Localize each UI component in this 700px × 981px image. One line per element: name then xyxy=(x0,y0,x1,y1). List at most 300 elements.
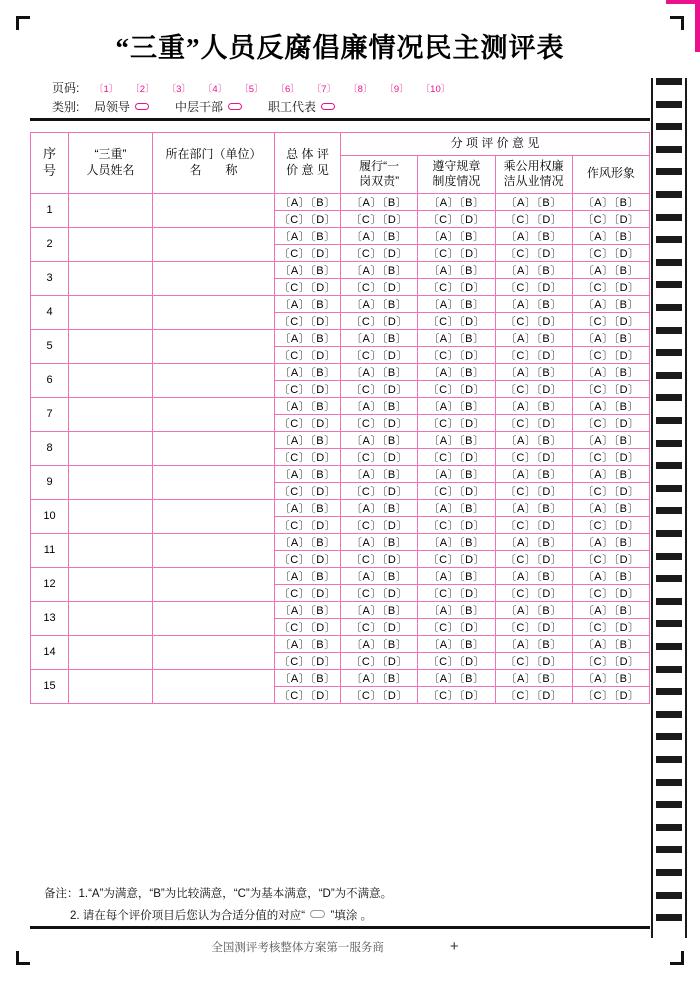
bubble-group-rules-ab[interactable]: 〔A〕〔B〕 xyxy=(418,329,495,346)
category-list[interactable] xyxy=(94,98,361,115)
table-row xyxy=(31,397,650,414)
col-header-subitems-group: 分 项 评 价 意 见 xyxy=(341,133,650,156)
bubble-group-image-cd[interactable]: 〔C〕〔D〕 xyxy=(572,414,649,431)
bubble-group-image-cd[interactable]: 〔C〕〔D〕 xyxy=(572,244,649,261)
bubble-group-integrity-ab[interactable]: 〔A〕〔B〕 xyxy=(495,465,572,482)
note-line-2 xyxy=(44,906,644,928)
bubble-group-rules-cd[interactable]: 〔C〕〔D〕 xyxy=(418,618,495,635)
row-name-field[interactable] xyxy=(69,193,153,227)
category-option-label: 职工代表 xyxy=(268,100,317,114)
bubble-group-overall-ab[interactable]: 〔A〕〔B〕 xyxy=(275,601,341,618)
pink-bleed-vertical xyxy=(695,0,700,52)
bubble-group-integrity-ab[interactable]: 〔A〕〔B〕 xyxy=(495,397,572,414)
bubble-group-overall-cd[interactable]: 〔C〕〔D〕 xyxy=(275,516,341,533)
bubble-group-duty-ab[interactable]: 〔A〕〔B〕 xyxy=(341,295,418,312)
bubble-group-duty-ab[interactable]: 〔A〕〔B〕 xyxy=(341,261,418,278)
page-code-10[interactable]: 〔10〕 xyxy=(420,83,451,95)
page-code-7[interactable]: 〔7〕 xyxy=(311,83,337,95)
timing-tick xyxy=(656,462,682,469)
bubble-group-duty-cd[interactable]: 〔C〕〔D〕 xyxy=(341,414,418,431)
table-row xyxy=(31,601,650,618)
col-header-seq: 序 号 xyxy=(31,133,69,194)
bubble-group-overall-cd[interactable]: 〔C〕〔D〕 xyxy=(275,346,341,363)
bubble-group-integrity-cd[interactable]: 〔C〕〔D〕 xyxy=(495,244,572,261)
bubble-group-duty-cd[interactable]: 〔C〕〔D〕 xyxy=(341,550,418,567)
bubble-group-duty-ab[interactable]: 〔A〕〔B〕 xyxy=(341,567,418,584)
timing-tick xyxy=(656,507,682,514)
bubble-group-rules-ab[interactable]: 〔A〕〔B〕 xyxy=(418,363,495,380)
bubble-group-duty-ab[interactable]: 〔A〕〔B〕 xyxy=(341,397,418,414)
row-department-field[interactable] xyxy=(153,669,275,703)
bubble-group-duty-ab[interactable]: 〔A〕〔B〕 xyxy=(341,601,418,618)
table-row xyxy=(31,227,650,244)
bubble-group-overall-cd[interactable]: 〔C〕〔D〕 xyxy=(275,550,341,567)
bubble-group-rules-cd[interactable]: 〔C〕〔D〕 xyxy=(418,278,495,295)
bubble-group-integrity-ab[interactable]: 〔A〕〔B〕 xyxy=(495,533,572,550)
bubble-group-image-ab[interactable]: 〔A〕〔B〕 xyxy=(572,193,649,210)
bubble-group-duty-cd[interactable]: 〔C〕〔D〕 xyxy=(341,210,418,227)
row-department-field[interactable] xyxy=(153,499,275,533)
row-department-field[interactable] xyxy=(153,329,275,363)
bubble-group-image-ab[interactable]: 〔A〕〔B〕 xyxy=(572,227,649,244)
note-line-2-part-c: 。 xyxy=(360,909,373,922)
bubble-group-integrity-ab[interactable]: 〔A〕〔B〕 xyxy=(495,635,572,652)
bubble-group-image-cd[interactable]: 〔C〕〔D〕 xyxy=(572,312,649,329)
col-header-department: 所在部门（单位） 名 称 xyxy=(153,133,275,194)
row-sequence-number: 4 xyxy=(31,295,69,329)
timing-rail-left xyxy=(651,78,653,938)
bubble-group-overall-ab[interactable]: 〔A〕〔B〕 xyxy=(275,363,341,380)
row-sequence-number: 6 xyxy=(31,363,69,397)
category-option-1[interactable] xyxy=(94,98,149,115)
bubble-group-image-ab[interactable]: 〔A〕〔B〕 xyxy=(572,567,649,584)
bubble-group-duty-cd[interactable]: 〔C〕〔D〕 xyxy=(341,244,418,261)
bubble-group-integrity-cd[interactable]: 〔C〕〔D〕 xyxy=(495,312,572,329)
bubble-group-rules-cd[interactable]: 〔C〕〔D〕 xyxy=(418,346,495,363)
row-sequence-number: 3 xyxy=(31,261,69,295)
timing-tick xyxy=(656,304,682,311)
bubble-group-rules-cd[interactable]: 〔C〕〔D〕 xyxy=(418,686,495,703)
bubble-group-image-ab[interactable]: 〔A〕〔B〕 xyxy=(572,329,649,346)
bubble-group-image-ab[interactable]: 〔A〕〔B〕 xyxy=(572,261,649,278)
bubble-group-overall-ab[interactable]: 〔A〕〔B〕 xyxy=(275,635,341,652)
bubble-group-rules-cd[interactable]: 〔C〕〔D〕 xyxy=(418,516,495,533)
bubble-group-overall-ab[interactable]: 〔A〕〔B〕 xyxy=(275,227,341,244)
bubble-group-image-cd[interactable]: 〔C〕〔D〕 xyxy=(572,652,649,669)
bubble-group-integrity-cd[interactable]: 〔C〕〔D〕 xyxy=(495,516,572,533)
timing-tick xyxy=(656,259,682,266)
bubble-group-integrity-ab[interactable]: 〔A〕〔B〕 xyxy=(495,261,572,278)
bubble-group-duty-cd[interactable]: 〔C〕〔D〕 xyxy=(341,312,418,329)
bubble-group-integrity-ab[interactable]: 〔A〕〔B〕 xyxy=(495,669,572,686)
page-code-9[interactable]: 〔9〕 xyxy=(384,83,409,95)
bubble-group-rules-ab[interactable]: 〔A〕〔B〕 xyxy=(418,567,495,584)
bubble-group-image-cd[interactable]: 〔C〕〔D〕 xyxy=(572,686,649,703)
bubble-group-image-cd[interactable]: 〔C〕〔D〕 xyxy=(572,482,649,499)
bubble-group-rules-ab[interactable]: 〔A〕〔B〕 xyxy=(418,465,495,482)
timing-tick xyxy=(656,688,682,695)
note-line-2-part-b: ”填涂 xyxy=(330,909,358,922)
bubble-group-overall-ab[interactable]: 〔A〕〔B〕 xyxy=(275,431,341,448)
bubble-group-image-ab[interactable]: 〔A〕〔B〕 xyxy=(572,431,649,448)
bubble-group-duty-ab[interactable]: 〔A〕〔B〕 xyxy=(341,363,418,380)
page-code-8[interactable]: 〔8〕 xyxy=(348,83,373,95)
category-row xyxy=(52,97,612,116)
bubble-group-integrity-cd[interactable]: 〔C〕〔D〕 xyxy=(495,652,572,669)
bubble-group-overall-ab[interactable]: 〔A〕〔B〕 xyxy=(275,499,341,516)
row-name-field[interactable] xyxy=(69,635,153,669)
bubble-group-integrity-ab[interactable]: 〔A〕〔B〕 xyxy=(495,363,572,380)
bubble-group-integrity-ab[interactable]: 〔A〕〔B〕 xyxy=(495,227,572,244)
timing-tick xyxy=(656,485,682,492)
timing-tick xyxy=(656,914,682,921)
bubble-group-image-cd[interactable]: 〔C〕〔D〕 xyxy=(572,380,649,397)
bubble-group-integrity-cd[interactable]: 〔C〕〔D〕 xyxy=(495,414,572,431)
bubble-group-image-ab[interactable]: 〔A〕〔B〕 xyxy=(572,397,649,414)
bubble-group-duty-cd[interactable]: 〔C〕〔D〕 xyxy=(341,618,418,635)
bubble-icon[interactable] xyxy=(228,103,242,110)
bubble-group-overall-cd[interactable]: 〔C〕〔D〕 xyxy=(275,414,341,431)
col-header-sub-duty: 履行“一 岗双责” xyxy=(341,155,418,193)
bubble-group-overall-cd[interactable]: 〔C〕〔D〕 xyxy=(275,244,341,261)
row-name-field[interactable] xyxy=(69,465,153,499)
category-option-2[interactable] xyxy=(175,98,242,115)
bubble-group-integrity-ab[interactable]: 〔A〕〔B〕 xyxy=(495,193,572,210)
bubble-group-rules-ab[interactable]: 〔A〕〔B〕 xyxy=(418,669,495,686)
bubble-group-integrity-cd[interactable]: 〔C〕〔D〕 xyxy=(495,686,572,703)
table-row xyxy=(31,193,650,210)
row-name-field[interactable] xyxy=(69,295,153,329)
row-sequence-number: 12 xyxy=(31,567,69,601)
bubble-group-integrity-cd[interactable]: 〔C〕〔D〕 xyxy=(495,584,572,601)
timing-tick xyxy=(656,146,682,153)
bubble-group-image-cd[interactable]: 〔C〕〔D〕 xyxy=(572,618,649,635)
timing-tick xyxy=(656,733,682,740)
timing-tick xyxy=(656,711,682,718)
bubble-group-integrity-ab[interactable]: 〔A〕〔B〕 xyxy=(495,499,572,516)
bubble-group-rules-cd[interactable]: 〔C〕〔D〕 xyxy=(418,312,495,329)
table-row xyxy=(31,363,650,380)
bubble-sample-icon xyxy=(310,910,325,918)
bubble-group-overall-cd[interactable]: 〔C〕〔D〕 xyxy=(275,482,341,499)
bubble-group-overall-cd[interactable]: 〔C〕〔D〕 xyxy=(275,448,341,465)
bubble-group-rules-cd[interactable]: 〔C〕〔D〕 xyxy=(418,414,495,431)
timing-tick xyxy=(656,123,682,130)
table-row xyxy=(31,295,650,312)
bubble-group-overall-ab[interactable]: 〔A〕〔B〕 xyxy=(275,567,341,584)
bubble-group-overall-cd[interactable]: 〔C〕〔D〕 xyxy=(275,652,341,669)
category-label: 类别: xyxy=(52,100,80,114)
registration-mark-top-left xyxy=(16,16,30,30)
timing-rail-right xyxy=(685,78,687,938)
timing-tick xyxy=(656,101,682,108)
timing-tick xyxy=(656,281,682,288)
table-row xyxy=(31,567,650,584)
bubble-group-rules-ab[interactable]: 〔A〕〔B〕 xyxy=(418,533,495,550)
col-header-overall: 总 体 评 价 意 见 xyxy=(275,133,341,194)
row-department-field[interactable] xyxy=(153,363,275,397)
bubble-group-duty-cd[interactable]: 〔C〕〔D〕 xyxy=(341,380,418,397)
timing-tick xyxy=(656,801,682,808)
row-name-field[interactable] xyxy=(69,431,153,465)
bubble-group-integrity-cd[interactable]: 〔C〕〔D〕 xyxy=(495,482,572,499)
registration-mark-bottom-right xyxy=(670,951,684,965)
page-code-list[interactable] xyxy=(94,81,462,95)
row-sequence-number: 15 xyxy=(31,669,69,703)
page-code-label: 页码: xyxy=(52,81,80,95)
bubble-group-image-ab[interactable]: 〔A〕〔B〕 xyxy=(572,601,649,618)
timing-tick xyxy=(656,869,682,876)
category-option-label: 中层干部 xyxy=(175,100,224,114)
bubble-group-rules-cd[interactable]: 〔C〕〔D〕 xyxy=(418,448,495,465)
bubble-group-rules-ab[interactable]: 〔A〕〔B〕 xyxy=(418,499,495,516)
evaluation-table xyxy=(30,132,650,704)
row-department-field[interactable] xyxy=(153,601,275,635)
bubble-group-integrity-cd[interactable]: 〔C〕〔D〕 xyxy=(495,380,572,397)
bubble-group-integrity-cd[interactable]: 〔C〕〔D〕 xyxy=(495,346,572,363)
timing-tick xyxy=(656,666,682,673)
col-header-name: “三重” 人员姓名 xyxy=(69,133,153,194)
bubble-group-integrity-ab[interactable]: 〔A〕〔B〕 xyxy=(495,329,572,346)
row-name-field[interactable] xyxy=(69,567,153,601)
bubble-group-rules-cd[interactable]: 〔C〕〔D〕 xyxy=(418,652,495,669)
bubble-group-rules-cd[interactable]: 〔C〕〔D〕 xyxy=(418,244,495,261)
bubble-group-image-cd[interactable]: 〔C〕〔D〕 xyxy=(572,516,649,533)
bubble-group-duty-ab[interactable]: 〔A〕〔B〕 xyxy=(341,499,418,516)
row-name-field[interactable] xyxy=(69,669,153,703)
timing-tick xyxy=(656,372,682,379)
row-department-field[interactable] xyxy=(153,227,275,261)
bubble-group-integrity-ab[interactable]: 〔A〕〔B〕 xyxy=(495,431,572,448)
timing-tick xyxy=(656,824,682,831)
bubble-group-overall-cd[interactable]: 〔C〕〔D〕 xyxy=(275,312,341,329)
bubble-group-overall-ab[interactable]: 〔A〕〔B〕 xyxy=(275,669,341,686)
bubble-group-rules-cd[interactable]: 〔C〕〔D〕 xyxy=(418,380,495,397)
meta-block xyxy=(52,78,612,116)
timing-tick xyxy=(656,327,682,334)
row-department-field[interactable] xyxy=(153,567,275,601)
bubble-group-duty-ab[interactable]: 〔A〕〔B〕 xyxy=(341,329,418,346)
table-row xyxy=(31,465,650,482)
registration-mark-bottom-left xyxy=(16,951,30,965)
registration-mark-top-right xyxy=(670,16,684,30)
row-sequence-number: 14 xyxy=(31,635,69,669)
bubble-group-image-cd[interactable]: 〔C〕〔D〕 xyxy=(572,584,649,601)
timing-tick xyxy=(656,575,682,582)
crop-mark-plus-icon: + xyxy=(449,938,459,955)
bubble-group-rules-ab[interactable]: 〔A〕〔B〕 xyxy=(418,601,495,618)
page-code-row xyxy=(52,78,612,97)
bubble-group-rules-cd[interactable]: 〔C〕〔D〕 xyxy=(418,550,495,567)
bubble-group-overall-ab[interactable]: 〔A〕〔B〕 xyxy=(275,397,341,414)
bubble-group-duty-ab[interactable]: 〔A〕〔B〕 xyxy=(341,533,418,550)
bubble-group-integrity-cd[interactable]: 〔C〕〔D〕 xyxy=(495,448,572,465)
timing-tick xyxy=(656,417,682,424)
bubble-group-overall-cd[interactable]: 〔C〕〔D〕 xyxy=(275,380,341,397)
timing-tick xyxy=(656,78,682,85)
bubble-group-duty-ab[interactable]: 〔A〕〔B〕 xyxy=(341,227,418,244)
timing-tick xyxy=(656,168,682,175)
bubble-group-rules-ab[interactable]: 〔A〕〔B〕 xyxy=(418,397,495,414)
timing-tick xyxy=(656,846,682,853)
timing-tick xyxy=(656,530,682,537)
bubble-group-overall-cd[interactable]: 〔C〕〔D〕 xyxy=(275,686,341,703)
bubble-group-overall-ab[interactable]: 〔A〕〔B〕 xyxy=(275,295,341,312)
page-code-1[interactable]: 〔1〕 xyxy=(94,83,119,95)
bubble-group-duty-ab[interactable]: 〔A〕〔B〕 xyxy=(341,669,418,686)
row-sequence-number: 8 xyxy=(31,431,69,465)
row-sequence-number: 2 xyxy=(31,227,69,261)
category-option-3[interactable] xyxy=(268,98,335,115)
bubble-group-rules-ab[interactable]: 〔A〕〔B〕 xyxy=(418,635,495,652)
row-sequence-number: 7 xyxy=(31,397,69,431)
bubble-group-image-ab[interactable]: 〔A〕〔B〕 xyxy=(572,499,649,516)
bubble-group-duty-cd[interactable]: 〔C〕〔D〕 xyxy=(341,584,418,601)
bubble-group-duty-cd[interactable]: 〔C〕〔D〕 xyxy=(341,686,418,703)
bubble-group-duty-cd[interactable]: 〔C〕〔D〕 xyxy=(341,482,418,499)
note-line-1: 备注：1.“A”为满意，“B”为比较满意，“C”为基本满意，“D”为不满意。 xyxy=(44,888,393,900)
page-code-3[interactable]: 〔3〕 xyxy=(166,83,191,95)
table-row xyxy=(31,669,650,686)
row-department-field[interactable] xyxy=(153,397,275,431)
table-header-row-1 xyxy=(31,133,650,156)
bubble-group-overall-cd[interactable]: 〔C〕〔D〕 xyxy=(275,584,341,601)
table-row xyxy=(31,635,650,652)
bubble-group-integrity-ab[interactable]: 〔A〕〔B〕 xyxy=(495,601,572,618)
table-body[interactable] xyxy=(31,193,650,703)
bubble-group-rules-cd[interactable]: 〔C〕〔D〕 xyxy=(418,482,495,499)
bubble-group-integrity-cd[interactable]: 〔C〕〔D〕 xyxy=(495,210,572,227)
row-name-field[interactable] xyxy=(69,499,153,533)
bubble-group-overall-cd[interactable]: 〔C〕〔D〕 xyxy=(275,278,341,295)
bubble-group-duty-ab[interactable]: 〔A〕〔B〕 xyxy=(341,465,418,482)
row-name-field[interactable] xyxy=(69,329,153,363)
note-line-2-part-a: 2. 请在每个评价项目后您认为合适分值的对应“ xyxy=(70,909,306,922)
page-code-2[interactable]: 〔2〕 xyxy=(130,83,155,95)
bubble-group-overall-ab[interactable]: 〔A〕〔B〕 xyxy=(275,193,341,210)
col-header-sub-image: 作风形象 xyxy=(572,155,649,193)
bubble-icon[interactable] xyxy=(135,103,149,110)
bubble-group-integrity-cd[interactable]: 〔C〕〔D〕 xyxy=(495,550,572,567)
bubble-group-image-cd[interactable]: 〔C〕〔D〕 xyxy=(572,550,649,567)
bubble-icon[interactable] xyxy=(321,103,335,110)
bubble-group-image-ab[interactable]: 〔A〕〔B〕 xyxy=(572,533,649,550)
timing-tick xyxy=(656,214,682,221)
bubble-group-duty-ab[interactable]: 〔A〕〔B〕 xyxy=(341,431,418,448)
bubble-group-integrity-ab[interactable]: 〔A〕〔B〕 xyxy=(495,567,572,584)
bubble-group-image-ab[interactable]: 〔A〕〔B〕 xyxy=(572,465,649,482)
timing-tick xyxy=(656,598,682,605)
page-code-4[interactable]: 〔4〕 xyxy=(202,83,228,95)
row-department-field[interactable] xyxy=(153,261,275,295)
footer-text: 全国测评考核整体方案第一服务商 xyxy=(211,941,384,954)
timing-tick xyxy=(656,620,682,627)
row-department-field[interactable] xyxy=(153,465,275,499)
bubble-group-overall-cd[interactable]: 〔C〕〔D〕 xyxy=(275,618,341,635)
bubble-group-image-ab[interactable]: 〔A〕〔B〕 xyxy=(572,363,649,380)
page-code-5[interactable]: 〔5〕 xyxy=(239,83,264,95)
bubble-group-rules-cd[interactable]: 〔C〕〔D〕 xyxy=(418,210,495,227)
bubble-group-duty-cd[interactable]: 〔C〕〔D〕 xyxy=(341,346,418,363)
row-department-field[interactable] xyxy=(153,193,275,227)
row-department-field[interactable] xyxy=(153,635,275,669)
row-department-field[interactable] xyxy=(153,431,275,465)
table-row xyxy=(31,431,650,448)
bubble-group-image-cd[interactable]: 〔C〕〔D〕 xyxy=(572,210,649,227)
row-name-field[interactable] xyxy=(69,397,153,431)
footer-divider xyxy=(30,926,650,929)
bubble-group-overall-ab[interactable]: 〔A〕〔B〕 xyxy=(275,465,341,482)
bubble-group-duty-ab[interactable]: 〔A〕〔B〕 xyxy=(341,635,418,652)
bubble-group-overall-ab[interactable]: 〔A〕〔B〕 xyxy=(275,533,341,550)
page-title: “三重”人员反腐倡廉情况民主测评表 xyxy=(115,33,565,63)
table-row xyxy=(31,533,650,550)
timing-tick xyxy=(656,349,682,356)
pink-bleed-horizontal xyxy=(666,0,700,4)
row-name-field[interactable] xyxy=(69,601,153,635)
bubble-group-rules-ab[interactable]: 〔A〕〔B〕 xyxy=(418,431,495,448)
bubble-group-image-ab[interactable]: 〔A〕〔B〕 xyxy=(572,669,649,686)
timing-tick xyxy=(656,779,682,786)
header-divider xyxy=(30,118,650,121)
col-header-sub-rules: 遵守规章 制度情况 xyxy=(418,155,495,193)
timing-tick xyxy=(656,440,682,447)
bubble-group-image-ab[interactable]: 〔A〕〔B〕 xyxy=(572,635,649,652)
bubble-group-integrity-cd[interactable]: 〔C〕〔D〕 xyxy=(495,618,572,635)
timing-tick xyxy=(656,191,682,198)
row-name-field[interactable] xyxy=(69,227,153,261)
evaluation-table-wrap xyxy=(30,132,650,704)
bubble-group-image-cd[interactable]: 〔C〕〔D〕 xyxy=(572,448,649,465)
table-head xyxy=(31,133,650,194)
bubble-group-duty-cd[interactable]: 〔C〕〔D〕 xyxy=(341,652,418,669)
row-name-field[interactable] xyxy=(69,533,153,567)
bubble-group-image-cd[interactable]: 〔C〕〔D〕 xyxy=(572,346,649,363)
bubble-group-integrity-ab[interactable]: 〔A〕〔B〕 xyxy=(495,295,572,312)
bubble-group-duty-cd[interactable]: 〔C〕〔D〕 xyxy=(341,448,418,465)
table-row xyxy=(31,499,650,516)
timing-tick xyxy=(656,553,682,560)
bubble-group-overall-ab[interactable]: 〔A〕〔B〕 xyxy=(275,329,341,346)
row-department-field[interactable] xyxy=(153,295,275,329)
bubble-group-rules-cd[interactable]: 〔C〕〔D〕 xyxy=(418,584,495,601)
row-sequence-number: 11 xyxy=(31,533,69,567)
footer xyxy=(30,938,650,955)
bubble-group-rules-ab[interactable]: 〔A〕〔B〕 xyxy=(418,193,495,210)
timing-track xyxy=(656,78,682,938)
row-sequence-number: 5 xyxy=(31,329,69,363)
bubble-group-overall-ab[interactable]: 〔A〕〔B〕 xyxy=(275,261,341,278)
row-sequence-number: 13 xyxy=(31,601,69,635)
row-name-field[interactable] xyxy=(69,261,153,295)
notes-block xyxy=(44,884,644,928)
bubble-group-duty-cd[interactable]: 〔C〕〔D〕 xyxy=(341,278,418,295)
bubble-group-rules-ab[interactable]: 〔A〕〔B〕 xyxy=(418,295,495,312)
row-name-field[interactable] xyxy=(69,363,153,397)
row-sequence-number: 10 xyxy=(31,499,69,533)
row-sequence-number: 9 xyxy=(31,465,69,499)
row-department-field[interactable] xyxy=(153,533,275,567)
bubble-group-duty-ab[interactable]: 〔A〕〔B〕 xyxy=(341,193,418,210)
bubble-group-duty-cd[interactable]: 〔C〕〔D〕 xyxy=(341,516,418,533)
bubble-group-image-ab[interactable]: 〔A〕〔B〕 xyxy=(572,295,649,312)
bubble-group-rules-ab[interactable]: 〔A〕〔B〕 xyxy=(418,261,495,278)
bubble-group-integrity-cd[interactable]: 〔C〕〔D〕 xyxy=(495,278,572,295)
bubble-group-overall-cd[interactable]: 〔C〕〔D〕 xyxy=(275,210,341,227)
bubble-group-image-cd[interactable]: 〔C〕〔D〕 xyxy=(572,278,649,295)
bubble-group-rules-ab[interactable]: 〔A〕〔B〕 xyxy=(418,227,495,244)
page-code-6[interactable]: 〔6〕 xyxy=(275,83,300,95)
